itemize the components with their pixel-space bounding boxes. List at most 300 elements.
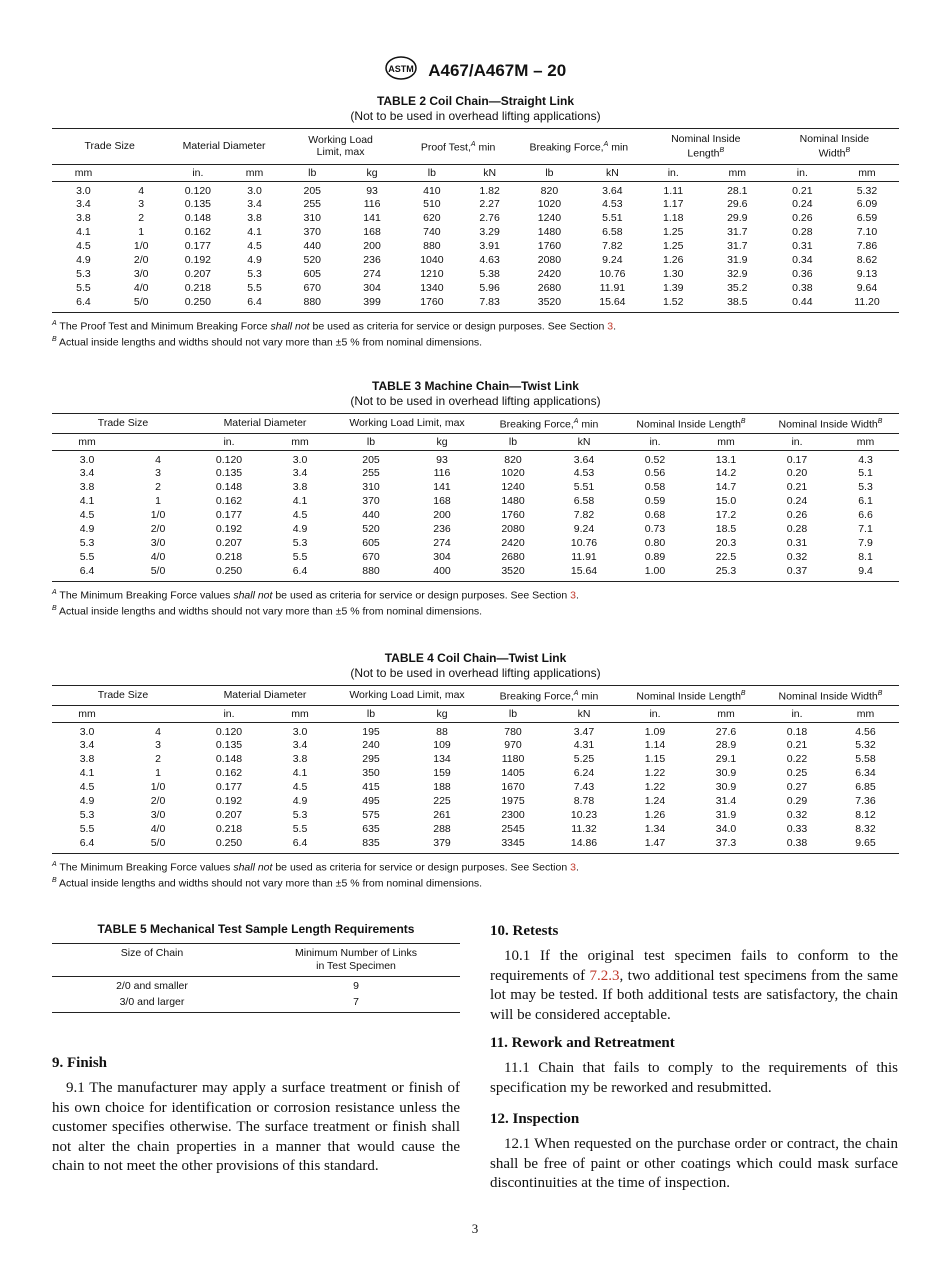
table-cell: 35.2 xyxy=(727,281,748,294)
table-cell: 1760 xyxy=(501,509,525,522)
section-link[interactable]: 3 xyxy=(570,589,576,602)
table-cell: 6.4 xyxy=(264,837,336,853)
table-cell: 0.207 xyxy=(184,267,211,280)
section-link[interactable]: 3 xyxy=(607,320,614,333)
table-row xyxy=(52,565,899,581)
table-cell: 1/0 xyxy=(133,240,149,253)
table-cell: 1760 xyxy=(537,240,562,253)
section-heading: 11. Rework and Retreatment xyxy=(490,1035,675,1051)
table-cell: 0.58 xyxy=(644,481,666,494)
table-cell: 22.5 xyxy=(715,550,737,563)
table-cell: 0.177 xyxy=(215,781,243,794)
table-cell: 620 xyxy=(423,212,441,225)
table-cell: 3.4 xyxy=(292,739,308,752)
table-cell: 2/0 and smaller xyxy=(116,980,188,992)
table-cell: 7.86 xyxy=(856,240,878,253)
table-cell: 310 xyxy=(362,481,380,494)
table-cell: 2/0 xyxy=(150,523,166,536)
table-cell: 0.192 xyxy=(184,254,211,267)
section-paragraph: 12.1 When requested on the purchase order or contract, the chain shall be free of paint or other coatings which could mask surface discontinuities at the time of inspection. xyxy=(490,1136,898,1192)
table-row xyxy=(52,995,460,1013)
table-cell: 3.4 xyxy=(76,198,91,211)
table-cell: 31.9 xyxy=(715,808,737,821)
table-row xyxy=(52,509,899,523)
table-cell: 3.4 xyxy=(292,467,308,480)
table-cell: 415 xyxy=(362,781,380,794)
table-cell: 1.18 xyxy=(663,212,684,225)
table-cell: 4.1 xyxy=(76,226,91,239)
table-cell: 1.00 xyxy=(620,565,690,581)
table-cell: 575 xyxy=(362,808,380,821)
table-cell: 29.9 xyxy=(727,212,748,225)
table-cell: 1480 xyxy=(537,226,562,239)
table-cell: 34.0 xyxy=(715,822,737,835)
col-header: Nominal Inside Width$^B$ xyxy=(762,686,899,706)
table-cell: 1.24 xyxy=(644,795,666,808)
table-cell: 780 xyxy=(504,725,522,738)
table-cell: 379 xyxy=(406,837,478,853)
table-cell: 0.32 xyxy=(786,808,808,821)
table-cell: 1.15 xyxy=(644,753,666,766)
table-row xyxy=(52,240,899,254)
table-cell: 0.80 xyxy=(644,536,666,549)
table-cell: 0.36 xyxy=(792,267,813,280)
table-cell: 0.29 xyxy=(786,795,808,808)
table-cell: 400 xyxy=(406,565,478,581)
table-cell: 31.9 xyxy=(727,254,748,267)
table-cell: 5.3 xyxy=(79,536,95,549)
table-cell: 8.12 xyxy=(855,808,876,821)
table-cell: 5.25 xyxy=(573,753,595,766)
table-row xyxy=(52,282,899,296)
table-cell: 288 xyxy=(433,822,451,835)
table-cell: 2545 xyxy=(501,822,525,835)
table-cell: 0.250 xyxy=(167,296,228,312)
col-header: Working Load Limit, max xyxy=(336,414,478,434)
table-cell: 2 xyxy=(138,212,145,225)
table-cell: 31.7 xyxy=(727,240,748,253)
footnote-b: $^B$ Actual inside lengths and widths should not vary more than ±5 % from nominal dimensions. xyxy=(52,877,483,890)
table-cell: 399 xyxy=(344,296,401,312)
table-cell: 9 xyxy=(353,980,359,992)
table-cell: 0.162 xyxy=(215,767,243,780)
table-cell: 4.5 xyxy=(247,240,262,253)
table-cell: 2.27 xyxy=(479,198,500,211)
table-cell: 0.31 xyxy=(786,536,808,549)
col-header: Breaking Force,$^A$ min xyxy=(478,414,620,434)
table-cell: 109 xyxy=(433,739,451,752)
table-cell: 0.18 xyxy=(786,725,808,738)
table-cell: 1 xyxy=(155,767,161,780)
table-cell: 0.218 xyxy=(215,822,243,835)
table-cell: 0.250 xyxy=(194,565,264,581)
table-cell: 3345 xyxy=(478,837,548,853)
table-cell: 0.34 xyxy=(792,254,813,267)
table-cell: 14.7 xyxy=(715,481,737,494)
table-cell: 31.7 xyxy=(727,226,748,239)
table-cell: 0.148 xyxy=(184,212,211,225)
table-cell: 5.5 xyxy=(292,822,308,835)
table-cell: 5.5 xyxy=(292,550,308,563)
table-cell: 255 xyxy=(362,467,380,480)
table-cell: 15.0 xyxy=(715,495,737,508)
table-cell: 14.2 xyxy=(715,467,737,480)
table-cell: 25.3 xyxy=(690,565,762,581)
table-cell: 93 xyxy=(366,184,378,197)
table-cell: 1480 xyxy=(501,495,525,508)
table-cell: 4.9 xyxy=(79,523,95,536)
table-cell: 0.135 xyxy=(215,467,243,480)
table-cell: 4.31 xyxy=(573,739,595,752)
table-cell: 835 xyxy=(336,837,406,853)
table-cell: 29.1 xyxy=(715,753,737,766)
table-cell: 3.29 xyxy=(479,226,500,239)
astm-logo-icon xyxy=(384,56,418,85)
col-header: Nominal Inside Length$^B$ xyxy=(620,414,762,434)
table-cell: 3.0 xyxy=(76,184,91,197)
table-cell: 3.8 xyxy=(76,212,91,225)
table-cell: 1240 xyxy=(537,212,562,225)
table-cell: 31.4 xyxy=(715,795,737,808)
table-cell: 295 xyxy=(362,753,380,766)
table-cell: 0.192 xyxy=(215,523,243,536)
table-3-grid xyxy=(52,413,899,582)
table-cell: 495 xyxy=(362,795,380,808)
table-cell: 255 xyxy=(303,198,322,211)
table-cell: 0.21 xyxy=(786,739,808,752)
table-cell: 0.177 xyxy=(215,509,243,522)
table-cell: 8.62 xyxy=(856,254,878,267)
table-cell: 0.89 xyxy=(644,550,666,563)
table-cell: 1.14 xyxy=(644,739,666,752)
table-subtitle: (Not to be used in overhead lifting applications) xyxy=(350,109,601,123)
table-cell: 2300 xyxy=(501,808,525,821)
table-cell: 141 xyxy=(433,481,451,494)
table-cell: 3/0 xyxy=(133,267,149,280)
table-row xyxy=(52,495,899,509)
table-cell: 116 xyxy=(363,198,381,211)
table-cell: 4.1 xyxy=(292,767,308,780)
section-10 xyxy=(490,922,898,1025)
table-cell: 274 xyxy=(433,536,451,549)
table-cell: 0.20 xyxy=(786,467,808,480)
section-heading: 12. Inspection xyxy=(490,1111,580,1127)
section-link[interactable]: 3 xyxy=(570,861,576,874)
table-cell: 9.4 xyxy=(832,565,899,581)
table-cell: 3.4 xyxy=(79,739,95,752)
table-cell: 0.28 xyxy=(792,226,813,239)
table-cell: 740 xyxy=(423,226,441,239)
table-2-grid xyxy=(52,128,899,313)
table-cell: 3 xyxy=(155,467,161,480)
table-row xyxy=(52,767,899,781)
table-cell: 1.25 xyxy=(663,240,684,253)
table-row xyxy=(52,467,899,481)
table-cell: 635 xyxy=(362,822,380,835)
table-cell: 410 xyxy=(423,184,441,197)
table-cell: 0.52 xyxy=(644,453,666,466)
footnote-a: $^A$ The Minimum Breaking Force values shall not be used as criteria for service or design purposes. See Section 3. xyxy=(52,860,579,874)
table-cell: 0.192 xyxy=(215,795,243,808)
table-cell: 3.4 xyxy=(79,467,95,480)
table-title: TABLE 5 Mechanical Test Sample Length Requirements xyxy=(97,922,415,936)
col-header: Size of Chain xyxy=(52,944,252,977)
table-cell: 0.218 xyxy=(184,281,211,294)
table-cell: 4/0 xyxy=(133,281,149,294)
table-cell: 0.56 xyxy=(644,467,666,480)
col-header: Nominal Inside Length$^B$ xyxy=(620,686,762,706)
table-footnotes xyxy=(52,317,899,350)
table-cell: 6.4 xyxy=(52,296,115,312)
table-title: TABLE 2 Coil Chain—Straight Link xyxy=(376,94,575,108)
table-cell: 0.162 xyxy=(184,226,211,239)
col-header: Material Diameter xyxy=(194,686,336,706)
table-cell: 3.8 xyxy=(292,753,308,766)
table-subtitle: (Not to be used in overhead lifting applications) xyxy=(350,394,601,408)
table-cell: 670 xyxy=(303,281,322,294)
table-cell: 4.9 xyxy=(76,254,91,267)
table-cell: 10.76 xyxy=(570,536,598,549)
table-cell: 880 xyxy=(336,565,406,581)
table-row xyxy=(52,837,899,853)
table-cell: 3.8 xyxy=(79,753,95,766)
table-cell: 5.32 xyxy=(855,739,876,752)
table-row xyxy=(52,739,899,753)
table-cell: 5.32 xyxy=(856,184,878,197)
col-header: Trade Size xyxy=(52,414,194,434)
table-cell: 9.13 xyxy=(856,267,878,280)
table-cell: 6.34 xyxy=(855,767,876,780)
table-row xyxy=(52,198,899,212)
table-cell: 1670 xyxy=(501,781,525,794)
table-cell: 274 xyxy=(363,267,381,280)
table-cell: 4 xyxy=(155,453,161,466)
table-cell: 3520 xyxy=(516,296,583,312)
table-cell: 0.24 xyxy=(786,495,808,508)
table-cell: 4.1 xyxy=(292,495,308,508)
table-cell: 880 xyxy=(281,296,344,312)
table-cell: 440 xyxy=(362,509,380,522)
table-cell: 93 xyxy=(436,453,448,466)
table-cell: 3.47 xyxy=(573,725,595,738)
table-cell: 0.33 xyxy=(786,822,808,835)
col-header: Material Diameter xyxy=(167,129,280,165)
table-cell: 0.120 xyxy=(215,725,243,738)
table-row xyxy=(52,551,899,565)
table-cell: 0.28 xyxy=(786,523,808,536)
table-cell: 1.52 xyxy=(642,296,705,312)
table-cell: 605 xyxy=(303,267,322,280)
table-3 xyxy=(52,379,899,619)
table-cell: 11.91 xyxy=(571,550,597,563)
table-cell: 440 xyxy=(303,240,322,253)
table-cell: 236 xyxy=(363,254,381,267)
table-cell: 7.83 xyxy=(463,296,515,312)
table-cell: 13.1 xyxy=(715,453,737,466)
table-cell: 304 xyxy=(433,550,451,563)
table-cell: 0.17 xyxy=(786,453,808,466)
table-cell: 3 xyxy=(138,198,145,211)
table-row xyxy=(52,977,460,995)
table-row xyxy=(52,254,899,268)
table-row xyxy=(52,523,899,537)
table-cell: 1.09 xyxy=(644,725,666,738)
table-cell: 3.64 xyxy=(573,453,595,466)
table-cell: 1180 xyxy=(501,753,525,766)
table-cell: 370 xyxy=(362,495,380,508)
table-cell: 2 xyxy=(155,481,161,494)
table-cell: 6.6 xyxy=(858,509,873,522)
table-cell: 5.3 xyxy=(247,267,262,280)
table-cell: 3.91 xyxy=(479,240,500,253)
table-cell: 1.34 xyxy=(644,822,666,835)
table-cell: 3.0 xyxy=(292,725,308,738)
table-cell: 3.0 xyxy=(79,725,95,738)
table-cell: 30.9 xyxy=(715,767,737,780)
table-row xyxy=(52,226,899,240)
table-cell: 205 xyxy=(362,453,380,466)
table-cell: 0.27 xyxy=(786,781,808,794)
table-cell: 2080 xyxy=(501,523,525,536)
table-cell: 520 xyxy=(303,254,322,267)
table-cell: 0.38 xyxy=(762,837,832,853)
table-cell: 10.23 xyxy=(570,808,598,821)
table-cell: 1.30 xyxy=(663,267,684,280)
table-cell: 2 xyxy=(155,753,161,766)
table-cell: 2080 xyxy=(537,254,562,267)
table-cell: 880 xyxy=(423,240,441,253)
table-cell: 134 xyxy=(433,753,451,766)
footnote-a: $^A$ The Proof Test and Minimum Breaking Force shall not be used as criteria for service or design purposes. See Section 3. xyxy=(52,319,617,333)
table-cell: 5/0 xyxy=(115,296,167,312)
table-cell: 310 xyxy=(303,212,322,225)
table-cell: 0.177 xyxy=(184,240,211,253)
table-row xyxy=(52,753,899,767)
table-cell: 168 xyxy=(433,495,451,508)
col-header: Material Diameter xyxy=(194,414,336,434)
table-cell: 1020 xyxy=(501,467,525,480)
table-cell: 28.9 xyxy=(715,739,737,752)
table-cell: 5.5 xyxy=(76,281,91,294)
table-cell: 159 xyxy=(433,767,451,780)
table-cell: 9.24 xyxy=(602,254,623,267)
table-cell: 1.17 xyxy=(663,198,684,211)
table-cell: 3/0 and larger xyxy=(52,995,252,1013)
col-header: Proof Test,$^A$ min xyxy=(400,129,515,165)
table-cell: 0.25 xyxy=(786,767,808,780)
table-cell: 1.47 xyxy=(620,837,690,853)
table-cell: 4.9 xyxy=(79,795,95,808)
table-cell: 1760 xyxy=(400,296,463,312)
col-header: Breaking Force,$^A$ min xyxy=(478,686,620,706)
table-cell: 6.85 xyxy=(855,781,876,794)
table-cell: 1210 xyxy=(420,267,444,280)
table-row xyxy=(52,823,899,837)
table-cell: 370 xyxy=(303,226,322,239)
table-cell: 1/0 xyxy=(150,509,166,522)
table-cell: 0.26 xyxy=(786,509,808,522)
table-cell: 1405 xyxy=(501,767,525,780)
table-cell: 6.59 xyxy=(856,212,878,225)
table-row xyxy=(52,781,899,795)
table-cell: 11.32 xyxy=(571,822,597,835)
table-cell: 0.21 xyxy=(786,481,808,494)
table-cell: 27.6 xyxy=(715,725,737,738)
table-cell: 188 xyxy=(433,781,451,794)
table-cell: 5.38 xyxy=(479,267,500,280)
table-cell: 205 xyxy=(303,184,322,197)
table-cell: 0.44 xyxy=(770,296,835,312)
table-cell: 5/0 xyxy=(122,565,194,581)
table-cell: 0.120 xyxy=(215,453,243,466)
table-cell: 7.82 xyxy=(573,509,595,522)
units-row: mm in. mm lb kg lb kN lb kN in. mm in. mm xyxy=(52,164,899,181)
table-cell: 2420 xyxy=(501,536,525,549)
table-cell: 1.11 xyxy=(663,184,684,197)
table-cell: 4.9 xyxy=(292,523,308,536)
table-cell: 510 xyxy=(423,198,441,211)
table-cell: 4.5 xyxy=(292,509,308,522)
table-cell: 5.5 xyxy=(79,550,95,563)
table-cell: 200 xyxy=(363,240,381,253)
table-footnotes xyxy=(52,586,899,619)
table-row xyxy=(52,795,899,809)
table-cell: 304 xyxy=(363,281,381,294)
table-cell: 11.91 xyxy=(599,281,626,294)
footnote-b: $^B$ Actual inside lengths and widths should not vary more than ±5 % from nominal dimensions. xyxy=(52,605,483,618)
section-heading: 10. Retests xyxy=(490,923,559,939)
table-cell: 3.8 xyxy=(247,212,262,225)
table-cell: 236 xyxy=(433,523,451,536)
table-cell: 2/0 xyxy=(133,254,149,267)
table-cell: 6.24 xyxy=(573,767,595,780)
table-cell: 820 xyxy=(504,453,522,466)
table-cell: 5.5 xyxy=(247,281,262,294)
table-cell: 5.96 xyxy=(479,281,500,294)
table-4 xyxy=(52,651,899,891)
table-subtitle: (Not to be used in overhead lifting applications) xyxy=(350,666,601,680)
table-cell: 5.3 xyxy=(79,808,95,821)
units-row: mm in. mm lb kg lb kN in. mm in. mm xyxy=(52,705,899,722)
table-cell: 0.207 xyxy=(215,808,243,821)
table-5 xyxy=(52,922,460,1013)
table-cell: 7.9 xyxy=(858,536,873,549)
table-cell: 4.1 xyxy=(79,767,95,780)
table-cell: 8.78 xyxy=(573,795,595,808)
table-cell: 168 xyxy=(363,226,381,239)
table-cell: 0.135 xyxy=(184,198,211,211)
table-cell: 0.31 xyxy=(792,240,813,253)
table-cell: 15.64 xyxy=(548,565,620,581)
table-cell: 1340 xyxy=(420,281,444,294)
col-header: Minimum Number of Links in Test Specimen xyxy=(252,944,460,977)
table-cell: 195 xyxy=(362,725,380,738)
table-cell: 8.1 xyxy=(858,550,873,563)
table-row xyxy=(52,450,899,467)
table-cell: 0.59 xyxy=(644,495,666,508)
table-cell: 225 xyxy=(433,795,451,808)
footnote-a: $^A$ The Minimum Breaking Force values shall not be used as criteria for service or design purposes. See Section 3. xyxy=(52,588,579,602)
table-cell: 38.5 xyxy=(705,296,770,312)
table-cell: 32.9 xyxy=(727,267,748,280)
table-cell: 0.32 xyxy=(786,550,808,563)
table-cell: 670 xyxy=(362,550,380,563)
section-link[interactable]: 7.2.3 xyxy=(589,967,620,984)
table-cell: 29.6 xyxy=(727,198,748,211)
table-cell: 0.22 xyxy=(786,753,808,766)
table-2 xyxy=(52,94,899,350)
table-cell: 28.1 xyxy=(727,184,748,197)
